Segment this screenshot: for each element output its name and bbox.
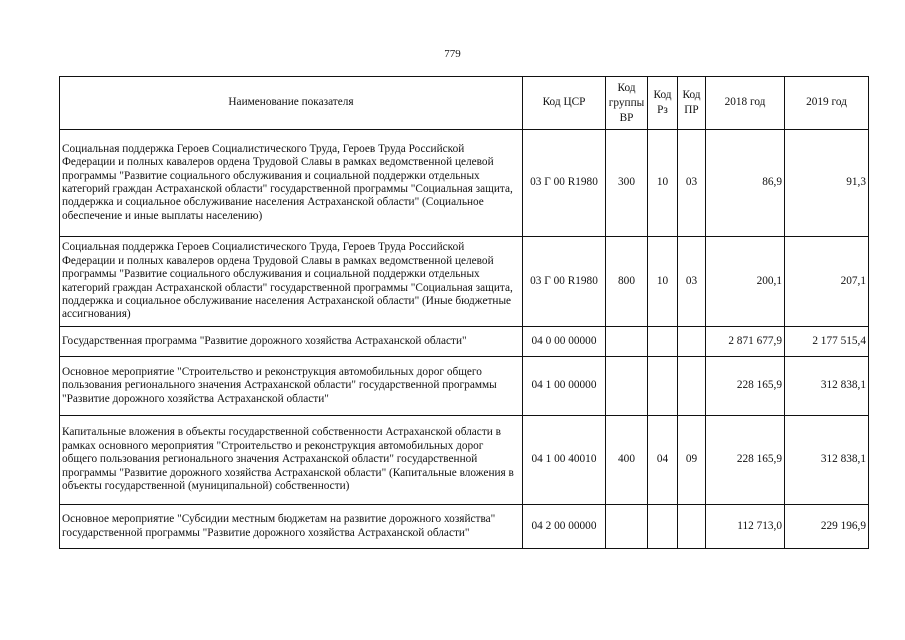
budget-table xyxy=(59,76,869,549)
row-name: Социальная поддержка Героев Социалистического Труда, Героев Труда Российской Федерации и полных кавалеров ордена Трудовой Славы в рамках ведомственной целевой программы "Развитие социального обслуживания и социальной поддержки отдельных категорий граждан Астраханской области" государственной программы "Социальная защита, поддержка и социальное обслуживание населения Астраханской области" (Социальное обеспечение и иные выплаты населению) xyxy=(60,130,523,237)
row-pr xyxy=(678,505,706,549)
row-name: Социальная поддержка Героев Социалистического Труда, Героев Труда Российской Федерации и полных кавалеров ордена Трудовой Славы в рамках ведомственной целевой программы "Развитие социального обслуживания и социальной поддержки отдельных категорий граждан Астраханской области" государственной программы "Социальная защита, поддержка и социальное обслуживание населения Астраханской области" (Иные бюджетные ассигнования) xyxy=(60,237,523,327)
header-vr: Код группы ВР xyxy=(606,77,648,130)
table-row xyxy=(60,237,869,327)
row-2018: 86,9 xyxy=(706,130,785,237)
header-csr: Код ЦСР xyxy=(523,77,606,130)
row-2018: 112 713,0 xyxy=(706,505,785,549)
row-vr: 400 xyxy=(606,416,648,505)
row-vr xyxy=(606,327,648,357)
row-csr: 03 Г 00 R1980 xyxy=(523,237,606,327)
row-rz: 04 xyxy=(648,416,678,505)
row-rz xyxy=(648,505,678,549)
row-pr: 09 xyxy=(678,416,706,505)
row-csr: 03 Г 00 R1980 xyxy=(523,130,606,237)
row-csr: 04 0 00 00000 xyxy=(523,327,606,357)
row-vr: 800 xyxy=(606,237,648,327)
row-pr: 03 xyxy=(678,130,706,237)
row-pr xyxy=(678,327,706,357)
table-header-row xyxy=(60,77,869,130)
table-row xyxy=(60,357,869,416)
row-rz: 10 xyxy=(648,130,678,237)
row-rz xyxy=(648,357,678,416)
row-2019: 207,1 xyxy=(785,237,869,327)
page-number: 779 xyxy=(444,48,461,60)
table-row xyxy=(60,130,869,237)
row-2019: 312 838,1 xyxy=(785,357,869,416)
row-pr: 03 xyxy=(678,237,706,327)
row-csr: 04 2 00 00000 xyxy=(523,505,606,549)
header-pr: Код ПР xyxy=(678,77,706,130)
row-2018: 228 165,9 xyxy=(706,416,785,505)
table-row xyxy=(60,416,869,505)
header-2019: 2019 год xyxy=(785,77,869,130)
row-rz: 10 xyxy=(648,237,678,327)
header-2018: 2018 год xyxy=(706,77,785,130)
row-rz xyxy=(648,327,678,357)
row-2018: 2 871 677,9 xyxy=(706,327,785,357)
row-2019: 2 177 515,4 xyxy=(785,327,869,357)
row-2018: 228 165,9 xyxy=(706,357,785,416)
row-2019: 229 196,9 xyxy=(785,505,869,549)
row-csr: 04 1 00 00000 xyxy=(523,357,606,416)
row-name: Государственная программа "Развитие дорожного хозяйства Астраханской области" xyxy=(60,327,523,357)
table-row xyxy=(60,327,869,357)
row-csr: 04 1 00 40010 xyxy=(523,416,606,505)
header-rz: Код Рз xyxy=(648,77,678,130)
header-name: Наименование показателя xyxy=(60,77,523,130)
row-2019: 312 838,1 xyxy=(785,416,869,505)
row-name: Основное мероприятие "Строительство и реконструкция автомобильных дорог общего пользования регионального значения Астраханской области" государственной программы "Развитие дорожного хозяйства Астраханской области" xyxy=(60,357,523,416)
row-vr xyxy=(606,357,648,416)
row-name: Капитальные вложения в объекты государственной собственности Астраханской области в рамках основного мероприятия "Строительство и реконструкция автомобильных дорог общего пользования регионального значения Астраханской области" государственной программы "Развитие дорожного хозяйства Астраханской области" (Капитальные вложения в объекты государственной (муниципальной) собственности) xyxy=(60,416,523,505)
row-2019: 91,3 xyxy=(785,130,869,237)
row-2018: 200,1 xyxy=(706,237,785,327)
row-pr xyxy=(678,357,706,416)
row-vr xyxy=(606,505,648,549)
table-row xyxy=(60,505,869,549)
row-vr: 300 xyxy=(606,130,648,237)
row-name: Основное мероприятие "Субсидии местным бюджетам на развитие дорожного хозяйства" государственной программы "Развитие дорожного хозяйства Астраханской области" xyxy=(60,505,523,549)
